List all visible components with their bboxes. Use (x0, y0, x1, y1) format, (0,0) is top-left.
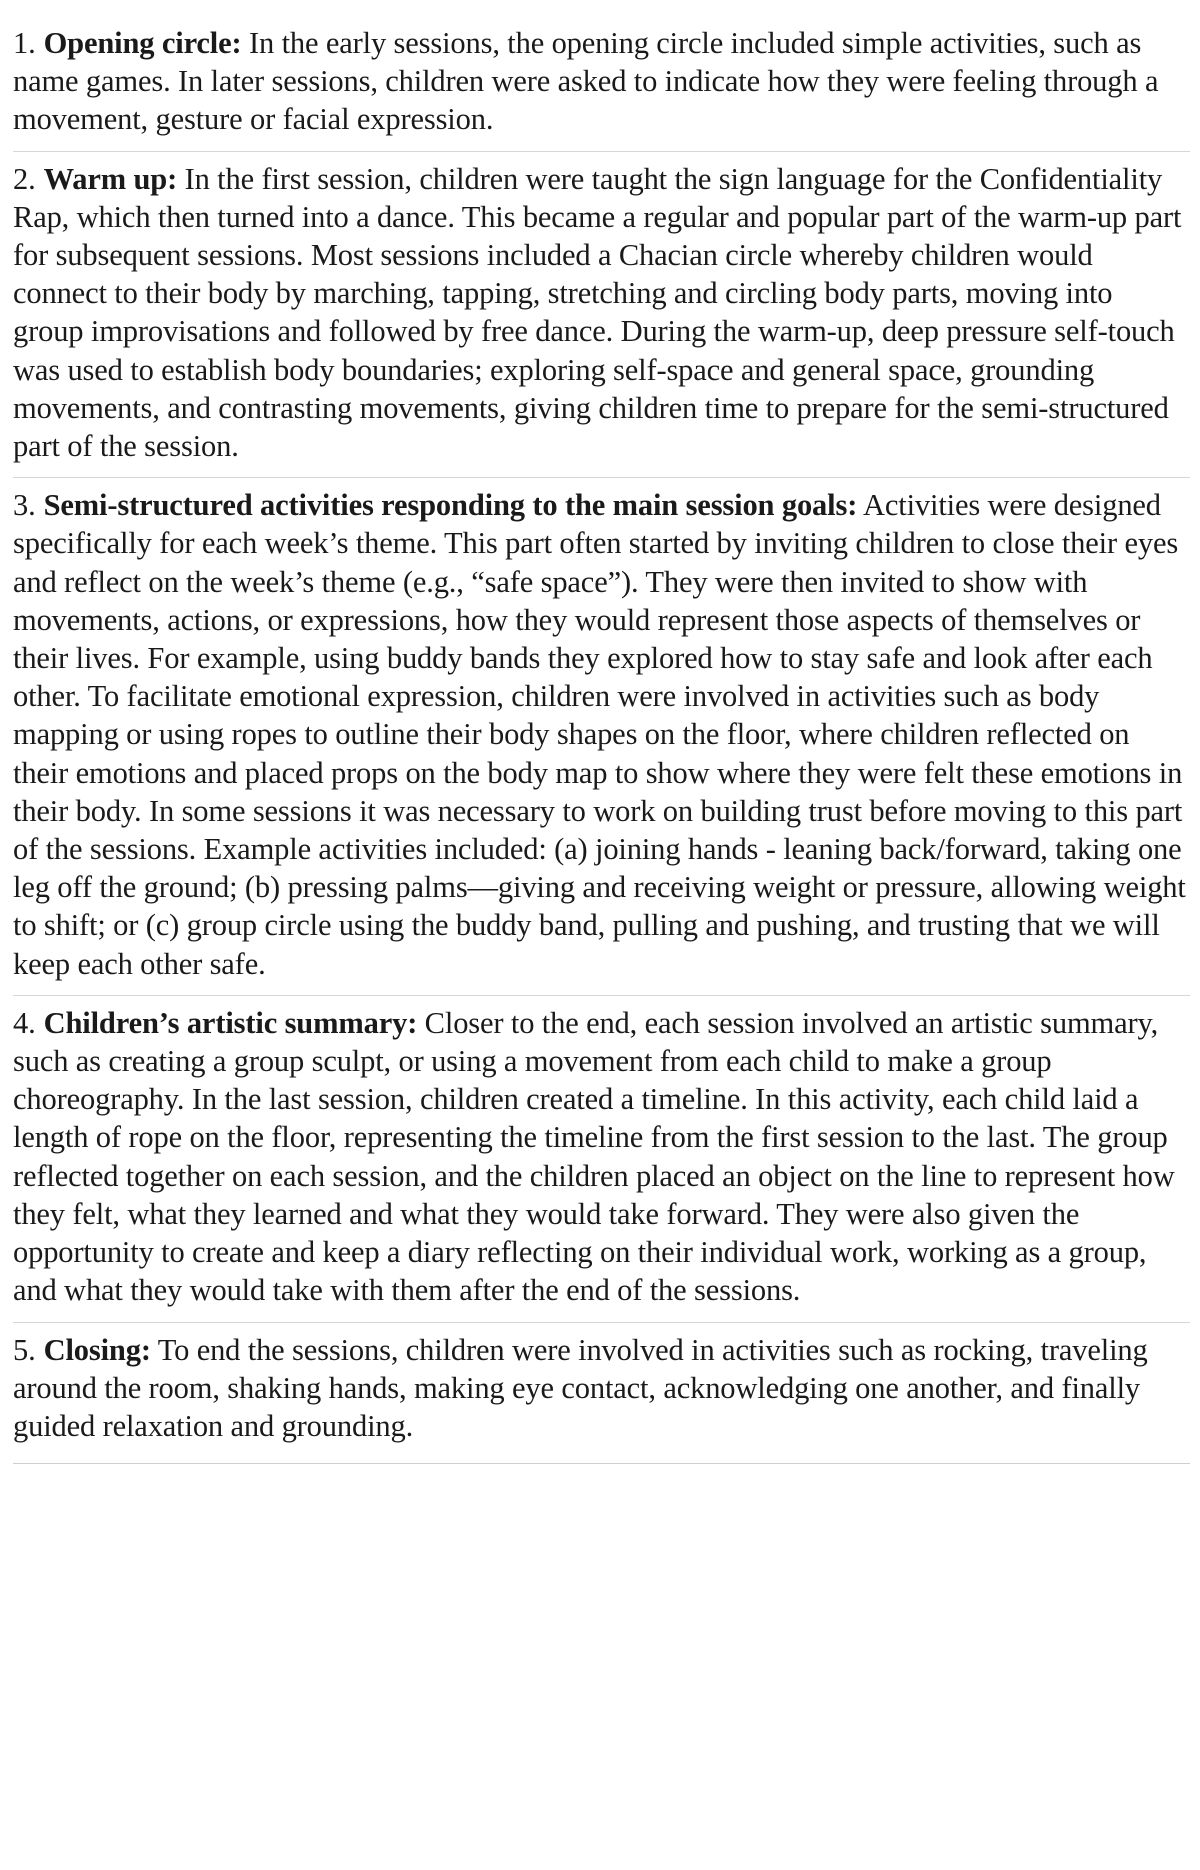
list-item-semi-structured-activities (13, 486, 1190, 996)
item-title: Semi-structured activities responding to the main session goals: (43, 488, 858, 523)
item-title: Warm up: (43, 161, 178, 196)
item-title: Opening circle: (43, 26, 242, 60)
list-item-paragraph (13, 160, 1190, 466)
item-number: 3. (13, 488, 36, 523)
item-title: Closing: (43, 1332, 151, 1367)
item-number: 1. (13, 26, 36, 60)
item-title: Children’s artistic summary: (43, 1005, 418, 1040)
list-item-paragraph (13, 486, 1190, 983)
item-text: Closer to the end, each session involved an artistic summary, such as creating a group sculpt, or using a movement from each child to make a group choreography. In the last session, children created a timeline. In this activity, each child laid a length of rope on the floor, representing the timeline from the first session to the last. The group reflected together on each session, and the children placed an object on the line to represent how they felt, what they learned and what they would take forward. They were also given the opportunity to create and keep a diary reflecting on their individual work, working as a group, and what they would take with them after the end of the sessions. (13, 1005, 1175, 1308)
list-item-paragraph (13, 1331, 1190, 1446)
list-item-artistic-summary (13, 1004, 1190, 1323)
list-item-paragraph (13, 1004, 1190, 1310)
item-text: In the first session, children were taught the sign language for the Confidentiality Rap, which then turned into a dance. This became a regular and popular part of the warm-up part for subsequent sessions. Most sessions included a Chacian circle whereby children would connect to their body by marching, tapping, stretching and circling body parts, moving into group improvisations and followed by free dance. During the warm-up, deep pressure self-touch was used to establish body boundaries; exploring self-space and general space, grounding movements, and contrasting movements, giving children time to prepare for the semi-structured part of the session. (13, 161, 1182, 464)
item-text: In the early sessions, the opening circle included simple activities, such as name games. In later sessions, children were asked to indicate how they were feeling through a movement, gesture or facial expression. (13, 26, 1159, 137)
item-number: 4. (13, 1005, 36, 1040)
item-number: 2. (13, 161, 36, 196)
list-item-opening-circle (13, 24, 1190, 152)
list-item-warm-up (13, 160, 1190, 479)
item-text: Activities were designed specifically for each week’s theme. This part often started by inviting children to close their eyes and reflect on the week’s theme (e.g., “safe space”). They were then invited to show with movements, actions, or expressions, how they would represent those aspects of themselves or their lives. For example, using buddy bands they explored how to stay safe and look after each other. To facilitate emotional expression, children were involved in activities such as body mapping or using ropes to outline their body shapes on the floor, where children reflected on their emotions and placed props on the body map to show where they were felt these emotions in their body. In some sessions it was necessary to work on building trust before moving to this part of the sessions. Example activities included: (a) joining hands - leaning back/forward, taking one leg off the ground; (b) pressing palms—giving and receiving weight or pressure, allowing weight to shift; or (c) group circle using the buddy band, pulling and pushing, and trusting that we will keep each other safe. (13, 488, 1186, 981)
item-number: 5. (13, 1332, 36, 1367)
list-item-paragraph (13, 24, 1190, 139)
list-item-closing (13, 1331, 1190, 1465)
item-text: To end the sessions, children were involved in activities such as rocking, traveling around the room, shaking hands, making eye contact, acknowledging one another, and finally guided relaxation and grounding. (13, 1332, 1148, 1443)
